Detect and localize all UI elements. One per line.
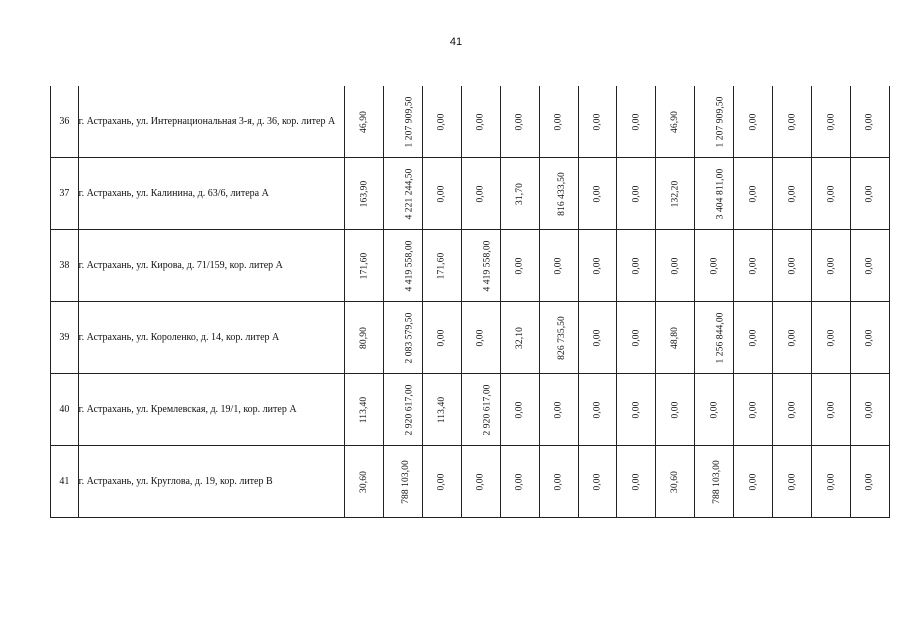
value-cell — [383, 446, 422, 518]
value-cell — [422, 302, 461, 374]
value-cell — [422, 158, 461, 230]
value-cell — [500, 302, 539, 374]
value-cell — [500, 446, 539, 518]
value-cell — [578, 374, 617, 446]
value-text: 4 419 558,00 — [404, 240, 415, 292]
row-number: 36 — [51, 86, 79, 158]
value-cell — [578, 446, 617, 518]
value-cell — [345, 302, 384, 374]
value-cell — [422, 446, 461, 518]
address-cell: г. Астрахань, ул. Круглова, д. 19, кор. литер В — [78, 446, 344, 518]
value-text: 0,00 — [436, 113, 447, 131]
value-cell — [850, 446, 889, 518]
value-cell — [656, 86, 695, 158]
value-cell — [345, 158, 384, 230]
value-text: 48,80 — [670, 327, 681, 349]
table-row — [51, 374, 890, 446]
table-row — [51, 446, 890, 518]
value-text: 0,00 — [553, 113, 564, 131]
value-cell — [422, 230, 461, 302]
value-text: 0,00 — [748, 113, 759, 131]
value-cell — [539, 86, 578, 158]
value-cell — [500, 374, 539, 446]
value-cell — [656, 230, 695, 302]
value-cell — [850, 158, 889, 230]
table-row — [51, 230, 890, 302]
value-cell — [695, 446, 734, 518]
value-text: 113,40 — [436, 396, 447, 424]
value-cell — [461, 86, 500, 158]
value-cell — [539, 158, 578, 230]
value-text: 113,40 — [358, 396, 369, 424]
value-cell — [773, 86, 812, 158]
value-text: 31,70 — [514, 183, 525, 205]
value-cell — [617, 302, 656, 374]
value-text: 0,00 — [748, 329, 759, 347]
value-cell — [422, 374, 461, 446]
value-text: 0,00 — [748, 185, 759, 203]
value-cell — [461, 374, 500, 446]
value-text: 0,00 — [787, 473, 798, 491]
table-row — [51, 158, 890, 230]
value-cell — [773, 230, 812, 302]
value-text: 0,00 — [592, 329, 603, 347]
value-text: 0,00 — [864, 329, 875, 347]
value-text: 0,00 — [514, 257, 525, 275]
value-cell — [578, 86, 617, 158]
value-cell — [617, 446, 656, 518]
value-text: 0,00 — [826, 473, 837, 491]
table-row — [51, 302, 890, 374]
value-text: 2 920 617,00 — [482, 384, 493, 436]
value-cell — [345, 374, 384, 446]
value-text: 0,00 — [787, 329, 798, 347]
value-text: 788 103,00 — [712, 460, 723, 504]
value-text: 1 207 909,50 — [715, 96, 726, 148]
value-text: 0,00 — [864, 401, 875, 419]
value-cell — [422, 86, 461, 158]
value-cell — [812, 230, 851, 302]
row-number: 38 — [51, 230, 79, 302]
value-text: 0,00 — [553, 473, 564, 491]
value-text: 0,00 — [514, 113, 525, 131]
value-cell — [383, 230, 422, 302]
value-cell — [734, 446, 773, 518]
value-text: 0,00 — [709, 401, 720, 419]
value-text: 3 404 811,00 — [715, 168, 726, 220]
value-cell — [383, 374, 422, 446]
value-cell — [850, 302, 889, 374]
value-text: 0,00 — [592, 113, 603, 131]
value-text: 1 207 909,50 — [404, 96, 415, 148]
value-text: 46,90 — [358, 111, 369, 133]
value-cell — [500, 230, 539, 302]
value-text: 0,00 — [592, 473, 603, 491]
value-cell — [850, 374, 889, 446]
value-text: 1 256 844,00 — [715, 312, 726, 364]
value-cell — [461, 302, 500, 374]
value-cell — [695, 158, 734, 230]
value-cell — [734, 230, 773, 302]
value-text: 4 221 244,50 — [404, 168, 415, 220]
value-text: 0,00 — [436, 473, 447, 491]
value-cell — [850, 86, 889, 158]
row-number: 39 — [51, 302, 79, 374]
value-text: 0,00 — [826, 401, 837, 419]
value-cell — [461, 158, 500, 230]
value-text: 0,00 — [787, 185, 798, 203]
value-cell — [656, 302, 695, 374]
value-text: 0,00 — [748, 473, 759, 491]
value-cell — [812, 374, 851, 446]
value-text: 0,00 — [826, 329, 837, 347]
page-number: 41 — [449, 36, 463, 48]
value-cell — [461, 230, 500, 302]
value-cell — [383, 158, 422, 230]
value-cell — [345, 230, 384, 302]
value-cell — [500, 158, 539, 230]
table-row — [51, 86, 890, 158]
value-text: 46,90 — [670, 111, 681, 133]
value-cell — [578, 302, 617, 374]
value-text: 0,00 — [553, 401, 564, 419]
value-text: 0,00 — [826, 113, 837, 131]
value-text: 30,60 — [358, 471, 369, 493]
value-cell — [812, 302, 851, 374]
value-cell — [734, 302, 773, 374]
value-text: 0,00 — [475, 185, 486, 203]
value-text: 4 419 558,00 — [482, 240, 493, 292]
value-cell — [812, 158, 851, 230]
value-text: 0,00 — [631, 401, 642, 419]
address-cell: г. Астрахань, ул. Интернациональная 3-я, д. 36, кор. литер А — [78, 86, 344, 158]
value-cell — [345, 446, 384, 518]
row-number: 37 — [51, 158, 79, 230]
value-text: 0,00 — [631, 329, 642, 347]
value-cell — [539, 302, 578, 374]
value-text: 0,00 — [514, 401, 525, 419]
value-cell — [695, 230, 734, 302]
value-cell — [773, 446, 812, 518]
value-text: 0,00 — [553, 257, 564, 275]
value-text: 0,00 — [631, 257, 642, 275]
value-cell — [539, 230, 578, 302]
value-text: 0,00 — [670, 257, 681, 275]
value-text: 171,60 — [358, 252, 369, 280]
value-text: 0,00 — [748, 401, 759, 419]
value-cell — [734, 86, 773, 158]
value-text: 171,60 — [436, 252, 447, 280]
register-table — [50, 86, 890, 518]
value-text: 0,00 — [670, 401, 681, 419]
value-text: 0,00 — [592, 401, 603, 419]
row-number: 41 — [51, 446, 79, 518]
value-cell — [812, 86, 851, 158]
value-cell — [578, 230, 617, 302]
value-cell — [695, 374, 734, 446]
value-cell — [383, 302, 422, 374]
value-text: 132,20 — [670, 180, 681, 208]
value-text: 0,00 — [826, 257, 837, 275]
value-text: 0,00 — [475, 473, 486, 491]
value-text: 0,00 — [787, 257, 798, 275]
value-text: 0,00 — [748, 257, 759, 275]
value-cell — [617, 230, 656, 302]
value-cell — [656, 446, 695, 518]
value-cell — [734, 374, 773, 446]
value-text: 2 920 617,00 — [404, 384, 415, 436]
value-text: 2 083 579,50 — [404, 312, 415, 364]
value-cell — [578, 158, 617, 230]
value-text: 0,00 — [864, 113, 875, 131]
value-text: 0,00 — [864, 257, 875, 275]
value-text: 788 103,00 — [400, 460, 411, 504]
value-cell — [500, 86, 539, 158]
value-text: 0,00 — [514, 473, 525, 491]
address-cell: г. Астрахань, ул. Кремлевская, д. 19/1, кор. литер А — [78, 374, 344, 446]
value-text: 0,00 — [475, 329, 486, 347]
value-text: 0,00 — [631, 113, 642, 131]
address-cell: г. Астрахань, ул. Короленко, д. 14, кор. литер А — [78, 302, 344, 374]
value-cell — [773, 374, 812, 446]
value-cell — [773, 158, 812, 230]
value-cell — [656, 374, 695, 446]
value-text: 0,00 — [436, 329, 447, 347]
value-cell — [383, 86, 422, 158]
address-cell: г. Астрахань, ул. Кирова, д. 71/159, кор. литер А — [78, 230, 344, 302]
value-text: 0,00 — [787, 113, 798, 131]
value-text: 163,90 — [358, 180, 369, 208]
value-text: 0,00 — [475, 113, 486, 131]
value-cell — [617, 374, 656, 446]
value-text: 0,00 — [709, 257, 720, 275]
address-cell: г. Астрахань, ул. Калинина, д. 63/6, литера А — [78, 158, 344, 230]
value-cell — [539, 446, 578, 518]
value-cell — [345, 86, 384, 158]
value-text: 816 433,50 — [556, 172, 567, 216]
row-number: 40 — [51, 374, 79, 446]
value-text: 0,00 — [864, 473, 875, 491]
value-cell — [539, 374, 578, 446]
value-cell — [656, 158, 695, 230]
value-text: 0,00 — [864, 185, 875, 203]
value-text: 0,00 — [592, 185, 603, 203]
value-text: 0,00 — [436, 185, 447, 203]
value-text: 32,10 — [514, 327, 525, 349]
value-cell — [461, 446, 500, 518]
value-cell — [695, 86, 734, 158]
value-text: 30,60 — [670, 471, 681, 493]
value-text: 80,90 — [358, 327, 369, 349]
value-cell — [617, 86, 656, 158]
value-cell — [850, 230, 889, 302]
value-text: 826 735,50 — [556, 316, 567, 360]
value-text: 0,00 — [631, 185, 642, 203]
table-body — [51, 86, 890, 518]
value-text: 0,00 — [592, 257, 603, 275]
value-text: 0,00 — [631, 473, 642, 491]
value-cell — [617, 158, 656, 230]
value-text: 0,00 — [826, 185, 837, 203]
value-text: 0,00 — [787, 401, 798, 419]
value-cell — [773, 302, 812, 374]
value-cell — [695, 302, 734, 374]
value-cell — [734, 158, 773, 230]
value-cell — [812, 446, 851, 518]
